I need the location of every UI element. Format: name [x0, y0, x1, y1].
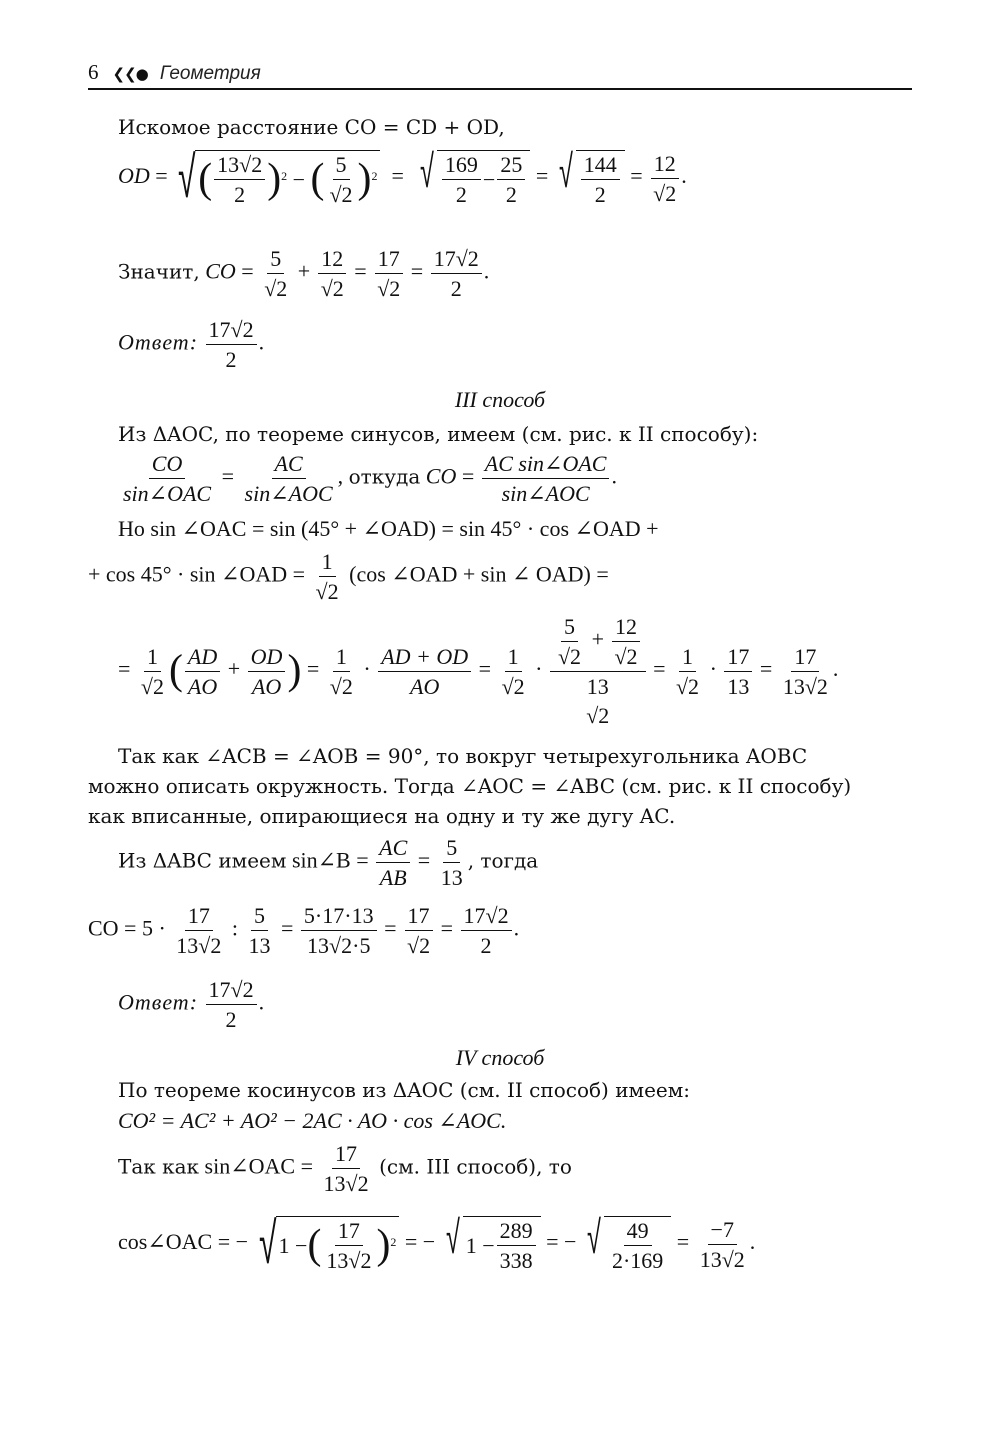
- fraction: $\frac{17}{13√2}$: [782, 643, 828, 699]
- fraction: $\frac{17}{13√2}$: [323, 1141, 369, 1197]
- distance-intro: Искомое расстояние CO = CD + OD,: [118, 115, 505, 139]
- fraction: $\frac{5}{√2}$: [264, 246, 288, 302]
- fraction: $\frac{5\cdot 17\cdot 13}{13√2\cdot 5}$: [301, 904, 377, 957]
- fraction: $\frac{289}{338}$: [497, 1219, 536, 1272]
- fraction: $\frac{13√2}{2}$: [214, 153, 265, 206]
- answer-label: Ответ:: [118, 329, 199, 355]
- znachit-label: Значит,: [118, 259, 200, 284]
- fraction: $\frac{169}{2}$: [442, 153, 481, 206]
- cos-line: + cos 45° · sin ∠OAD = $\frac{1}{√2}$ (cos ∠OAD + sin ∠ OAD) =: [88, 549, 609, 605]
- fraction: $\frac{17}{13}$: [724, 645, 752, 698]
- sine-intro: Из ΔAOC, по теореме синусов, имеем (см. рис. к II способу):: [118, 422, 759, 446]
- fraction: $\frac{17√2}{2}$: [206, 318, 257, 371]
- sinb-line: Из ΔABC имеем sin∠B = $\frac{AC}{AB}$ = $\frac{5}{13}$ , тогда: [118, 835, 539, 891]
- fraction: $\frac{1}{√2}$: [675, 643, 700, 699]
- fraction: $\frac{AC}{\text{sin∠AOC}}$: [244, 451, 333, 507]
- page-number: 6: [88, 60, 99, 84]
- od-root: √ ( $\frac{13√2}{2}$ ) 2 − ( $\frac{5}{√2}$ ) 2: [173, 150, 380, 206]
- fraction: $\frac{17}{√2}$: [404, 904, 433, 957]
- answer-label: Ответ:: [118, 989, 199, 1015]
- root: √ $\frac{49}{2\cdot 169}$: [582, 1216, 671, 1272]
- answer-part3: Ответ: $\frac{17√2}{2}$ .: [118, 977, 265, 1033]
- fraction: $\frac{AC}{AB}$: [376, 836, 410, 889]
- fraction: $\frac{49}{2\cdot 169}$: [611, 1218, 664, 1274]
- fraction: $\frac{1}{√2}$: [315, 549, 339, 605]
- cos-oac-line: cos∠OAC = − √ 1 − ( $\frac{17}{13√2}$ ) 2 = − √ 1 − $\frac{289}{338}$ = − √ $\frac{49}{2\cdot 169}$ = $\frac{-7}{13√2}$ .: [118, 1209, 756, 1277]
- fraction: $\frac{17}{13√2}$: [176, 903, 222, 959]
- heading-method-3: III способ: [454, 387, 546, 412]
- fraction: $\frac{1}{√2}$: [140, 643, 164, 699]
- fraction: $\frac{5}{√2}$: [557, 614, 582, 670]
- compound-fraction: $\frac{5}{√2}$ + $\frac{12}{√2}$ 13 √2: [550, 615, 646, 727]
- co-computation: CO = 5 · $\frac{17}{13√2}$ : $\frac{5}{13}$ = $\frac{5\cdot 17\cdot 13}{13√2\cdot 5}$ = $\frac{17}{√2}$ = $\frac{17√2}{2}$ .: [88, 903, 520, 959]
- fraction: $\frac{12}{√2}$: [318, 247, 347, 300]
- sin-expansion: Но sin ∠OAC = sin (45° + ∠OAD) = sin 45° · cos ∠OAD +: [118, 516, 659, 541]
- fraction: $\frac{5}{13}$: [440, 835, 463, 891]
- paragraph-line-2: можно описать окружность. Тогда ∠AOC = ∠ABC (см. рис. к II способу): [88, 774, 852, 798]
- fraction: $\frac{AD + OD}{AO}$: [378, 645, 471, 698]
- od-formula: OD = √ ( $\frac{13√2}{2}$ ) 2 − ( $\frac{5}{√2}$ ) 2 = √ $\frac{169}{2}$ − $\frac{25}{2}$ = √ $\frac{144}{2}$ = $\frac{12}{√2}$ .: [118, 143, 687, 211]
- fraction: $\frac{17}{√2}$: [374, 247, 403, 300]
- root: √ 1 − $\frac{289}{338}$: [441, 1216, 541, 1272]
- fraction: $\frac{5}{√2}$: [329, 152, 353, 208]
- fraction: $\frac{1}{√2}$: [501, 643, 525, 699]
- fraction: $\frac{1}{√2}$: [329, 643, 353, 699]
- header-rule: [88, 88, 912, 90]
- od-label: OD: [118, 163, 150, 189]
- cosine-intro: По теореме косинусов из ΔAOC (см. II способ) имеем:: [118, 1078, 691, 1102]
- fraction: $\frac{12}{√2}$: [611, 615, 640, 668]
- fraction: 13 √2: [586, 674, 610, 729]
- fraction: $\frac{17√2}{2}$: [461, 904, 512, 957]
- fraction: $\frac{5}{13}$: [248, 903, 271, 959]
- fraction: $\frac{AD}{AO}$: [185, 645, 220, 698]
- fraction: $\frac{17√2}{2}$: [206, 978, 257, 1031]
- fraction: $\frac{CO}{\text{sin∠OAC}}$: [123, 451, 212, 507]
- root: √ 1 − ( $\frac{17}{13√2}$ ) 2: [254, 1216, 400, 1272]
- fraction: $\frac{OD}{AO}$: [248, 645, 286, 698]
- heading-method-4: IV способ: [455, 1045, 545, 1070]
- od-root-2: √ $\frac{169}{2}$ − $\frac{25}{2}$: [415, 150, 530, 206]
- header-ornament-icon: ❮❮●: [112, 65, 148, 83]
- fraction: $\frac{12}{√2}$: [650, 152, 679, 205]
- long-expansion: = $\frac{1}{√2}$ ( $\frac{AD}{AO}$ + $\frac{OD}{AO}$ ) = $\frac{1}{√2}$ · $\frac{AD + OD}{AO}$ = $\frac{1}{√2}$ · $\frac{5}{√2}$ + $\frac{12}{√2}$ 13 √2 = $\frac{1}{√2}$ · $\frac{17}{13}$ = $\frac{17}{13√2}$ .: [118, 614, 839, 729]
- fraction: $\frac{-7}{13√2}$: [699, 1216, 745, 1272]
- fraction: $\frac{17}{13√2}$: [326, 1218, 372, 1274]
- answer-part2: Ответ: $\frac{17√2}{2}$ .: [118, 317, 265, 373]
- running-header: [88, 60, 261, 85]
- sin-oac-line: Так как sin∠OAC = $\frac{17}{13√2}$ (см. III способ), то: [118, 1141, 572, 1197]
- fraction: $\frac{17√2}{2}$: [431, 247, 482, 300]
- fraction: $\frac{25}{2}$: [497, 153, 525, 206]
- fraction: $\frac{\text{AC sin∠OAC}}{\text{sin∠AOC}}$: [482, 452, 610, 505]
- sine-law: $\frac{CO}{\text{sin∠OAC}}$ = $\frac{AC}{\text{sin∠AOC}}$ , откуда CO = $\frac{\text{AC sin∠OAC}}{\text{sin∠AOC}}$ .: [118, 452, 617, 505]
- cosine-law: CO² = AC² + AO² − 2AC · AO · cos ∠AOC.: [118, 1108, 507, 1133]
- paragraph-line-3: как вписанные, опирающиеся на одну и ту же дугу AC.: [88, 804, 676, 828]
- chapter-title: Геометрия: [159, 63, 261, 84]
- fraction: $\frac{144}{2}$: [581, 153, 620, 206]
- paragraph-line-1: Так как ∠ACB = ∠AOB = 90°, то вокруг четырехугольника AOBC: [118, 744, 808, 768]
- od-root-3: √ $\frac{144}{2}$: [554, 150, 625, 206]
- co-sum: Значит, CO = $\frac{5}{√2}$ + $\frac{12}{√2}$ = $\frac{17}{√2}$ = $\frac{17√2}{2}$ .: [118, 246, 490, 302]
